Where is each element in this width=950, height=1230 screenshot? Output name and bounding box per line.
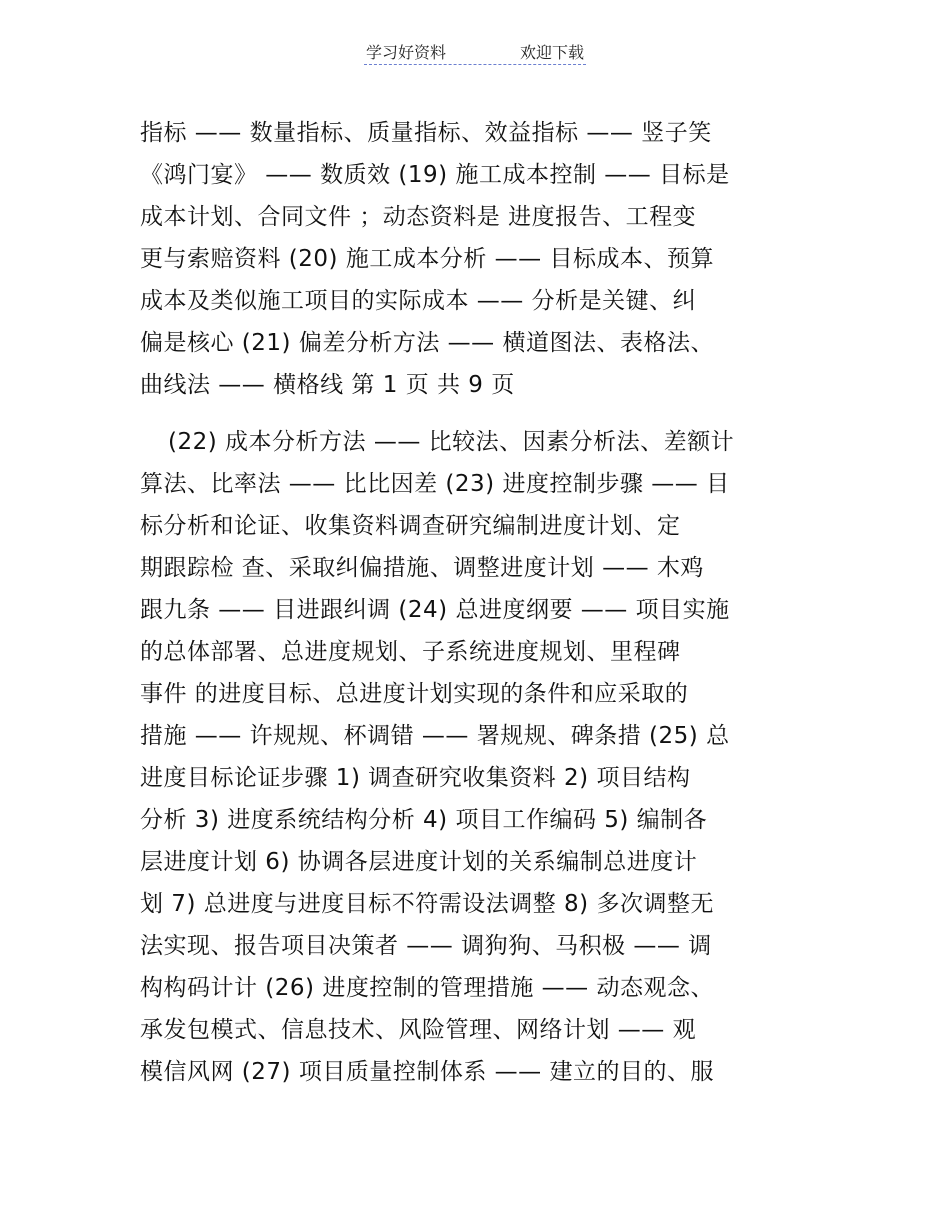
text-line: 模信风网 (27) 项目质量控制体系 —— 建立的目的、服 xyxy=(140,1059,714,1085)
text-line: 成本计划、合同文件 ；动态资料是 进度报告、工程变 xyxy=(140,204,697,230)
text-line: 指标 —— 数量指标、质量指标、效益指标 —— 竖子笑 xyxy=(140,120,712,146)
text-line: 划 7) 总进度与进度目标不符需设法调整 8) 多次调整无 xyxy=(140,891,714,917)
page-number-line: 曲线法 —— 横格线 第 1 页 共 9 页 xyxy=(140,372,515,398)
header-left-text: 学习好资料 xyxy=(365,43,446,62)
text-line: 承发包模式、信息技术、风险管理、网络计划 —— 观 xyxy=(140,1017,697,1043)
text-line: 事件 的进度目标、总进度计划实现的条件和应采取的 xyxy=(140,681,689,707)
text-line: 构构码计计 (26) 进度控制的管理措施 —— 动态观念、 xyxy=(140,975,714,1001)
document-body xyxy=(140,112,810,1093)
text-line: 偏是核心 (21) 偏差分析方法 —— 横道图法、表格法、 xyxy=(140,330,714,356)
text-line: (22) 成本分析方法 —— 比较法、因素分析法、差额计 xyxy=(168,429,735,455)
text-line: 期跟踪检 查、采取纠偏措施、调整进度计划 —— 木鸡 xyxy=(140,555,704,581)
text-line: 算法、比率法 —— 比比因差 (23) 进度控制步骤 —— 目 xyxy=(140,471,730,497)
text-line: 的总体部署、总进度规划、子系统进度规划、里程碑 xyxy=(140,639,681,665)
text-line: 《鸿门宴》 —— 数质效 (19) 施工成本控制 —— 目标是 xyxy=(140,162,730,188)
text-line: 成本及类似施工项目的实际成本 —— 分析是关键、纠 xyxy=(140,288,697,314)
text-line: 层进度计划 6) 协调各层进度计划的关系编制总进度计 xyxy=(140,849,698,875)
header-right-text: 欢迎下载 xyxy=(520,43,585,62)
text-line: 标分析和论证、收集资料调查研究编制进度计划、定 xyxy=(140,513,681,539)
text-line: 分析 3) 进度系统结构分析 4) 项目工作编码 5) 编制各 xyxy=(140,807,708,833)
text-line: 跟九条 —— 目进跟纠调 (24) 总进度纲要 —— 项目实施 xyxy=(140,597,730,623)
paragraph-1 xyxy=(140,112,810,406)
paragraph-2 xyxy=(140,421,810,1093)
text-line: 更与索赔资料 (20) 施工成本分析 —— 目标成本、预算 xyxy=(140,246,714,272)
page-header xyxy=(0,40,950,65)
text-line: 进度目标论证步骤 1) 调查研究收集资料 2) 项目结构 xyxy=(140,765,691,791)
text-line: 措施 —— 许规规、杯调错 —— 署规规、碑条措 (25) 总 xyxy=(140,723,730,749)
header-underline xyxy=(364,40,586,65)
text-line: 法实现、报告项目决策者 —— 调狗狗、马积极 —— 调 xyxy=(140,933,712,959)
